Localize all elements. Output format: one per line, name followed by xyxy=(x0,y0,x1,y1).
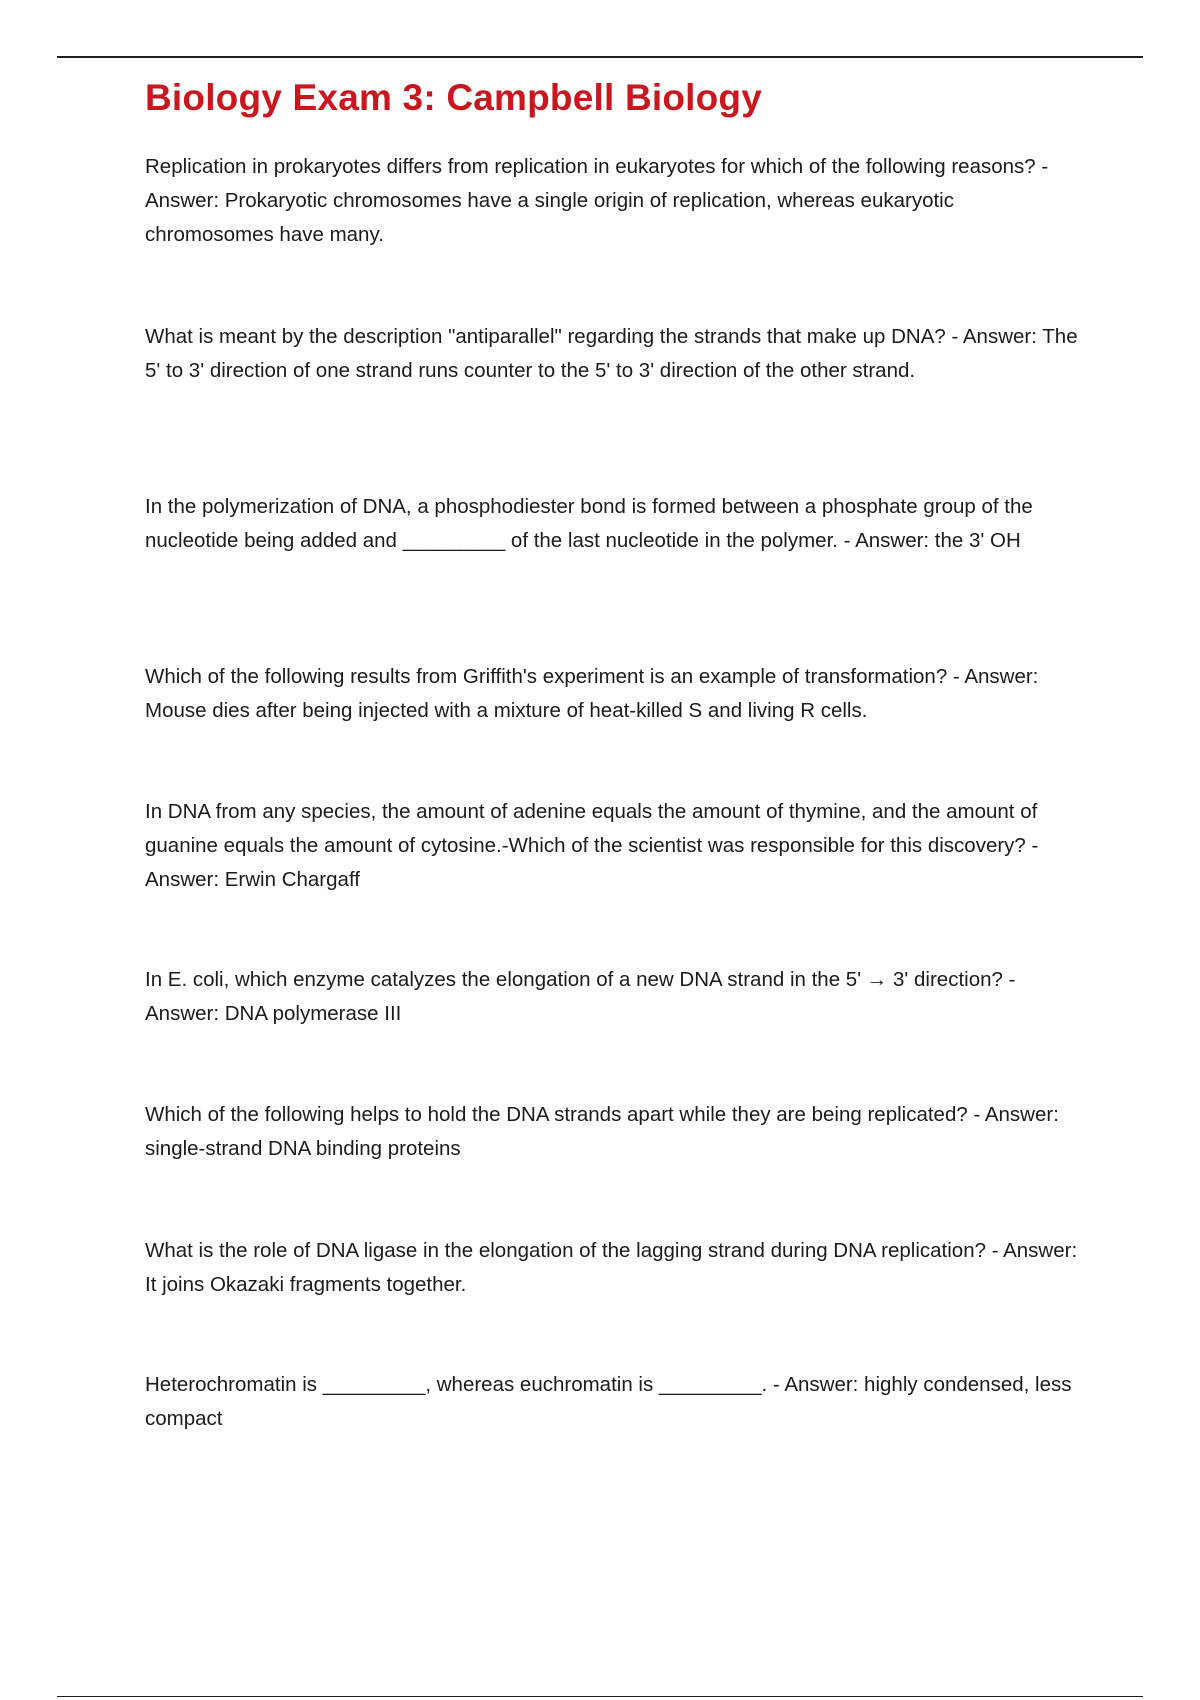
qa-item-2: What is meant by the description "antiparallel" regarding the strands that make up DNA? - Answer: The 5' to 3' direction of one strand runs counter to the 5' to 3' direction of the other strand. xyxy=(145,325,1078,382)
qa-item-4: Which of the following results from Griffith's experiment is an example of transformation? - Answer: Mouse dies after being injected with a mixture of heat-killed S and living R cells. xyxy=(145,665,1039,722)
qa-item-9: Heterochromatin is _________, whereas euchromatin is _________. - Answer: highly condensed, less compact xyxy=(145,1373,1072,1430)
qa-item-1: Replication in prokaryotes differs from replication in eukaryotes for which of the following reasons? - Answer: Prokaryotic chromosomes have a single origin of replication, whereas eukaryotic chromosomes have many. xyxy=(145,155,1049,246)
qa-item-3: In the polymerization of DNA, a phosphodiester bond is formed between a phosphate group of the nucleotide being added and _________ of the last nucleotide in the polymer. - Answer: the 3' OH xyxy=(145,495,1033,552)
qa-item-7: Which of the following helps to hold the DNA strands apart while they are being replicated? - Answer: single-strand DNA binding proteins xyxy=(145,1103,1059,1160)
qa-item-5: In DNA from any species, the amount of adenine equals the amount of thymine, and the amount of guanine equals the amount of cytosine.-Which of the scientist was responsible for this discovery? - Answer: Erwin Chargaff xyxy=(145,800,1039,891)
qa-item-8: What is the role of DNA ligase in the elongation of the lagging strand during DNA replication? - Answer: It joins Okazaki fragments together. xyxy=(145,1239,1078,1296)
document-title: Biology Exam 3: Campbell Biology xyxy=(145,77,763,118)
bottom-rule xyxy=(57,1696,1143,1697)
qa-item-6: In E. coli, which enzyme catalyzes the elongation of a new DNA strand in the 5' → 3' direction? - Answer: DNA polymerase III xyxy=(145,968,1016,1025)
top-rule xyxy=(57,56,1143,58)
